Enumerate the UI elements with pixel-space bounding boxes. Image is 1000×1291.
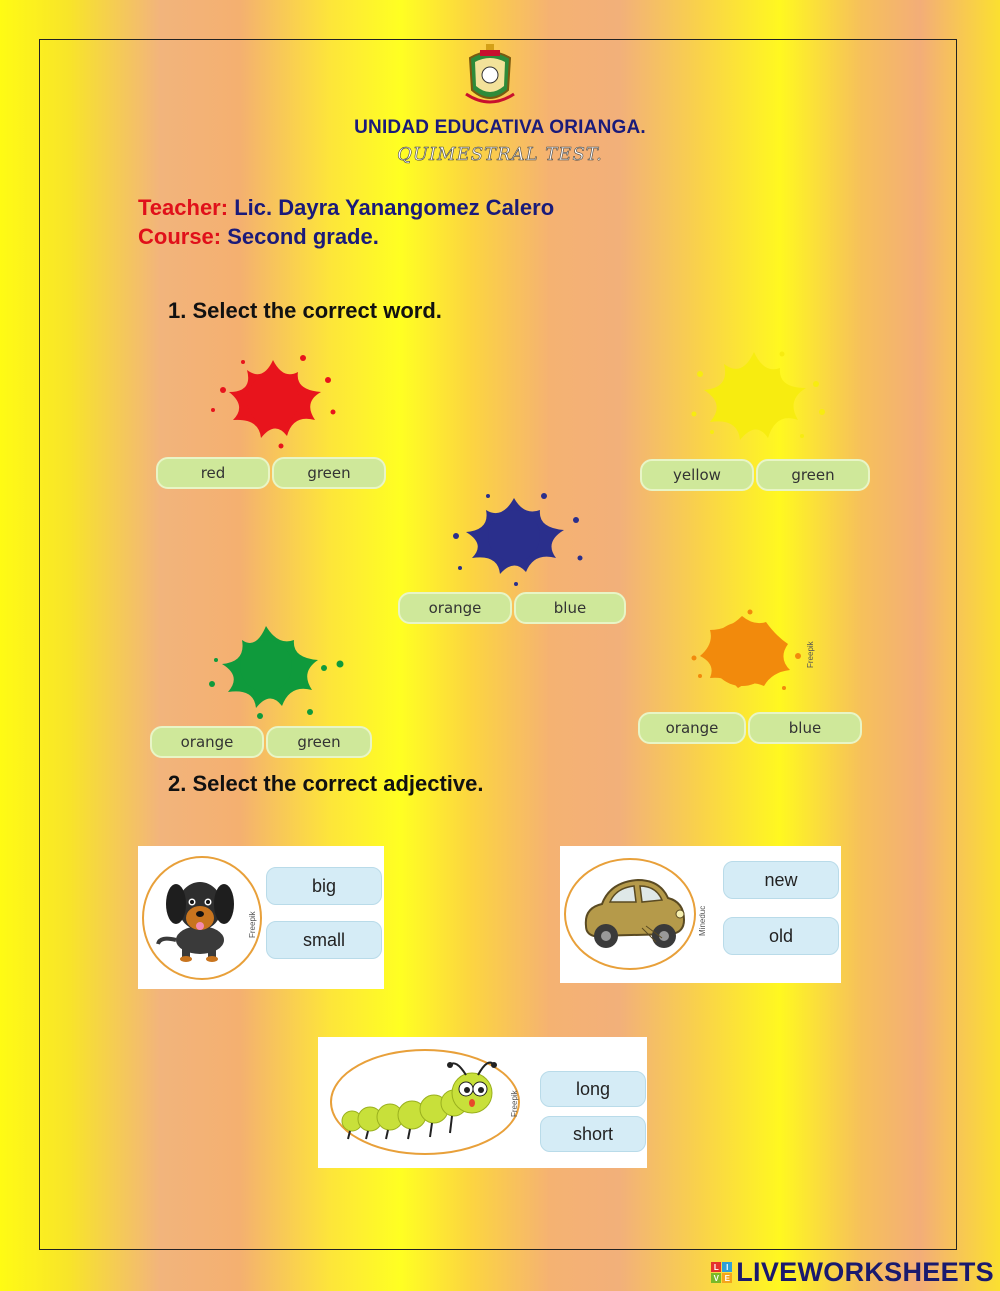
course-line	[138, 224, 379, 250]
option-blue[interactable]: blue	[514, 592, 626, 624]
caterpillar-card	[318, 1037, 647, 1168]
logo-letter: E	[722, 1273, 732, 1283]
option-long[interactable]: long	[540, 1071, 646, 1107]
option-orange[interactable]: orange	[398, 592, 512, 624]
image-credit: Freepik	[510, 1090, 519, 1117]
course-name: Second grade.	[227, 224, 379, 249]
option-orange[interactable]: orange	[150, 726, 264, 758]
liveworksheets-logo-icon	[711, 1262, 732, 1283]
car-card	[560, 846, 841, 983]
brand-text: LIVEWORKSHEETS	[736, 1257, 994, 1287]
option-yellow[interactable]: yellow	[640, 459, 754, 491]
option-orange[interactable]: orange	[638, 712, 746, 744]
course-label: Course:	[138, 224, 222, 249]
yellow-paint-splash	[682, 344, 832, 454]
option-new[interactable]: new	[723, 861, 839, 899]
car-icon	[572, 868, 692, 958]
option-green[interactable]: green	[756, 459, 870, 491]
liveworksheets-brand	[711, 1257, 994, 1288]
option-green[interactable]: green	[266, 726, 372, 758]
option-big[interactable]: big	[266, 867, 382, 905]
option-blue[interactable]: blue	[748, 712, 862, 744]
question-1-title: 1. Select the correct word.	[168, 298, 442, 323]
option-red[interactable]: red	[156, 457, 270, 489]
blue-paint-splash	[440, 488, 590, 588]
option-old[interactable]: old	[723, 917, 839, 955]
teacher-name: Lic. Dayra Yanangomez Calero	[234, 195, 555, 220]
option-small[interactable]: small	[266, 921, 382, 959]
red-paint-splash	[203, 350, 343, 450]
school-crest-logo	[460, 44, 520, 110]
caterpillar-icon	[338, 1049, 518, 1149]
teacher-line	[138, 195, 554, 221]
dog-icon	[152, 866, 252, 966]
image-credit: Freepik	[806, 641, 815, 668]
orange-paint-splash	[680, 606, 820, 706]
green-paint-splash	[200, 620, 350, 725]
school-name: UNIDAD EDUCATIVA ORIANGA.	[354, 117, 646, 138]
logo-letter: I	[722, 1262, 732, 1272]
dog-card	[138, 846, 384, 989]
question-2-title: 2. Select the correct adjective.	[168, 771, 484, 796]
option-green[interactable]: green	[272, 457, 386, 489]
option-short[interactable]: short	[540, 1116, 646, 1152]
image-credit: Mineduc	[698, 905, 707, 936]
teacher-label: Teacher:	[138, 195, 229, 220]
image-credit: Freepik	[248, 911, 257, 938]
test-subtitle: QUIMESTRAL TEST.	[397, 144, 603, 165]
logo-letter: V	[711, 1273, 721, 1283]
logo-letter: L	[711, 1262, 721, 1272]
